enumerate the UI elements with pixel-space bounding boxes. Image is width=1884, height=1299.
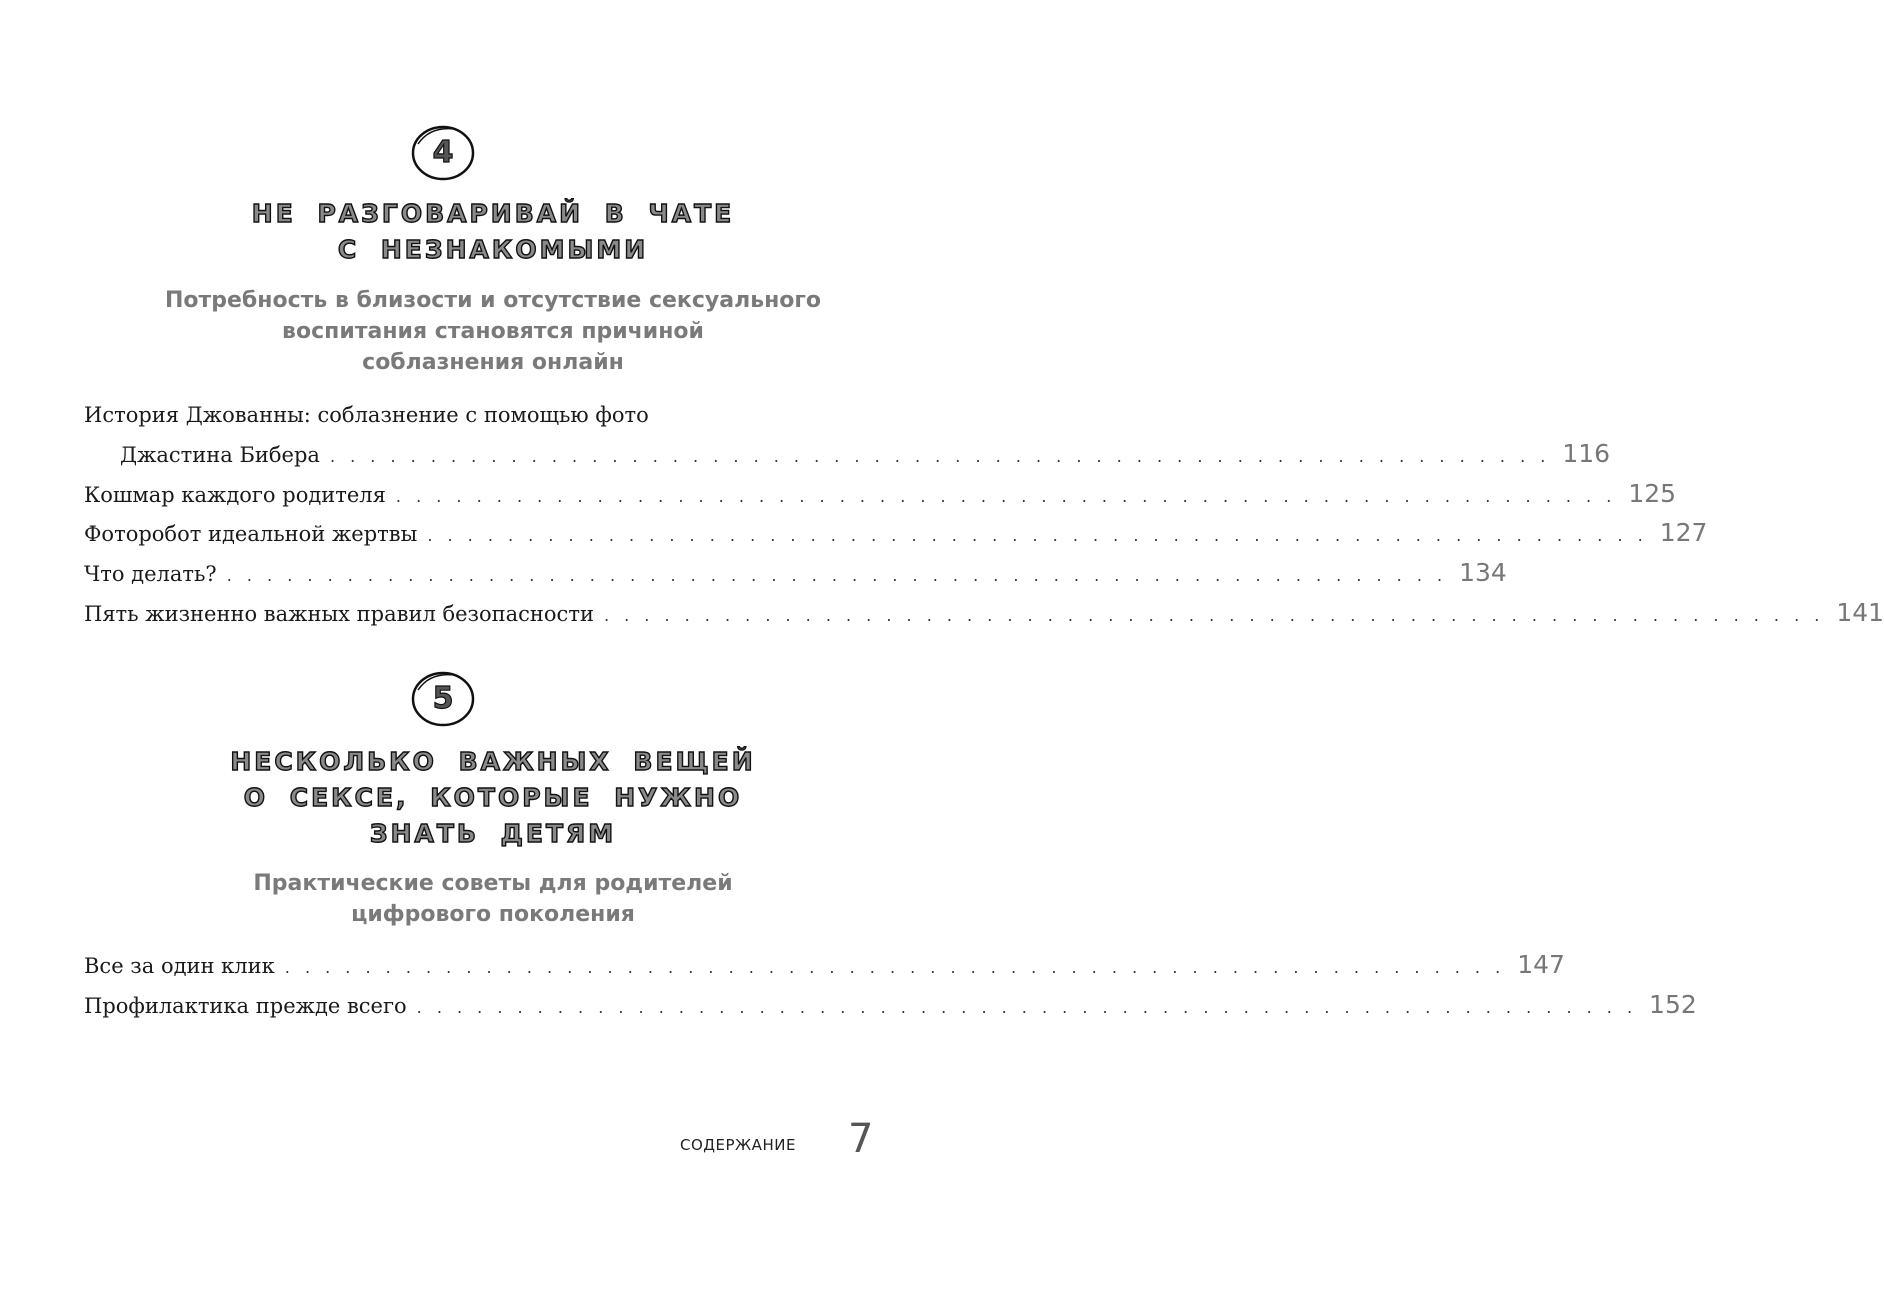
subtitle-line: соблазнения онлайн: [362, 350, 624, 375]
toc-entry-title: Кошмар каждого родителя: [84, 483, 386, 507]
toc-entry-page: 127: [1659, 518, 1708, 547]
chapter-number: 5: [432, 681, 454, 716]
toc-entry-page: 125: [1628, 479, 1677, 508]
toc-entry-page: 152: [1649, 990, 1697, 1019]
toc-entry[interactable]: [84, 594, 1884, 632]
subtitle-line: Практические советы для родителей: [253, 871, 733, 896]
leader-dots: . . . . . . . . . . . . . . . . . . . . . . . . . . . . . . . . . . . . . . . . . . . . . . . . . . . . . . . . . . . . .: [416, 998, 1638, 1017]
chapter-5-subtitle: [0, 868, 986, 930]
toc-entry[interactable]: [84, 514, 1708, 552]
subtitle-line: Потребность в близости и отсутствие сексуального: [164, 288, 822, 313]
leader-dots: . . . . . . . . . . . . . . . . . . . . . . . . . . . . . . . . . . . . . . . . . . . . . . . . . . . . . . . . . . . . .: [395, 487, 1617, 506]
leader-dots: . . . . . . . . . . . . . . . . . . . . . . . . . . . . . . . . . . . . . . . . . . . . . . . . . . . . . . . . . . . . .: [427, 526, 1648, 545]
toc-entry-title: Что делать?: [84, 562, 217, 586]
subtitle-line: цифрового поколения: [351, 902, 635, 927]
toc-entry[interactable]: [84, 946, 1565, 984]
subtitle-line: воспитания становятся причиной: [282, 319, 704, 344]
toc-entry-page: 147: [1517, 950, 1565, 979]
page-number: 7: [848, 1116, 874, 1162]
leader-dots: . . . . . . . . . . . . . . . . . . . . . . . . . . . . . . . . . . . . . . . . . . . . . . . . . . . . . . . . . . . . .: [329, 447, 1551, 466]
leader-dots: . . . . . . . . . . . . . . . . . . . . . . . . . . . . . . . . . . . . . . . . . . . . . . . . . . . . . . . . . . . . .: [284, 958, 1506, 977]
toc-entry-page: 141: [1836, 598, 1884, 627]
toc-entry-page: 134: [1459, 558, 1507, 587]
chapter-4-number-badge: [410, 124, 476, 182]
toc-entry-page: 116: [1562, 439, 1611, 468]
toc-entry-title: Фоторобот идеальной жертвы: [84, 522, 418, 546]
toc-entry-title: Профилактика прежде всего: [84, 994, 407, 1018]
chapter-number: 4: [432, 135, 454, 170]
chapter-5-number-badge: [410, 670, 476, 728]
chapter-5-heading: [0, 744, 986, 852]
toc-entry-title: Пять жизненно важных правил безопасности: [84, 602, 594, 626]
toc-entry[interactable]: [84, 554, 1507, 592]
chapter-4-subtitle: [0, 285, 986, 378]
toc-entry-title: Джастина Бибера: [120, 443, 320, 467]
toc-entry-title: Все за один клик: [84, 954, 275, 978]
heading-line: О СЕКСЕ, КОТОРЫЕ НУЖНО: [243, 783, 743, 812]
heading-line: ЗНАТЬ ДЕТЯМ: [369, 819, 617, 848]
running-footer-section: СОДЕРЖАНИЕ: [680, 1136, 796, 1154]
toc-entry[interactable]: [84, 986, 1697, 1024]
leader-dots: . . . . . . . . . . . . . . . . . . . . . . . . . . . . . . . . . . . . . . . . . . . . . . . . . . . . . . . . . . . . .: [226, 566, 1448, 585]
heading-line: НЕ РАЗГОВАРИВАЙ В ЧАТЕ: [251, 199, 735, 228]
chapter-4-heading: [0, 196, 986, 268]
heading-line: С НЕЗНАКОМЫМИ: [337, 235, 649, 264]
heading-line: НЕСКОЛЬКО ВАЖНЫХ ВЕЩЕЙ: [230, 747, 756, 776]
toc-entry-title-line: История Джованны: соблазнение с помощью фото: [84, 403, 649, 427]
toc-entry[interactable]: [120, 435, 1611, 473]
leader-dots: . . . . . . . . . . . . . . . . . . . . . . . . . . . . . . . . . . . . . . . . . . . . . . . . . . . . . . . . . . . . .: [603, 606, 1825, 625]
toc-entry[interactable]: [84, 475, 1677, 513]
